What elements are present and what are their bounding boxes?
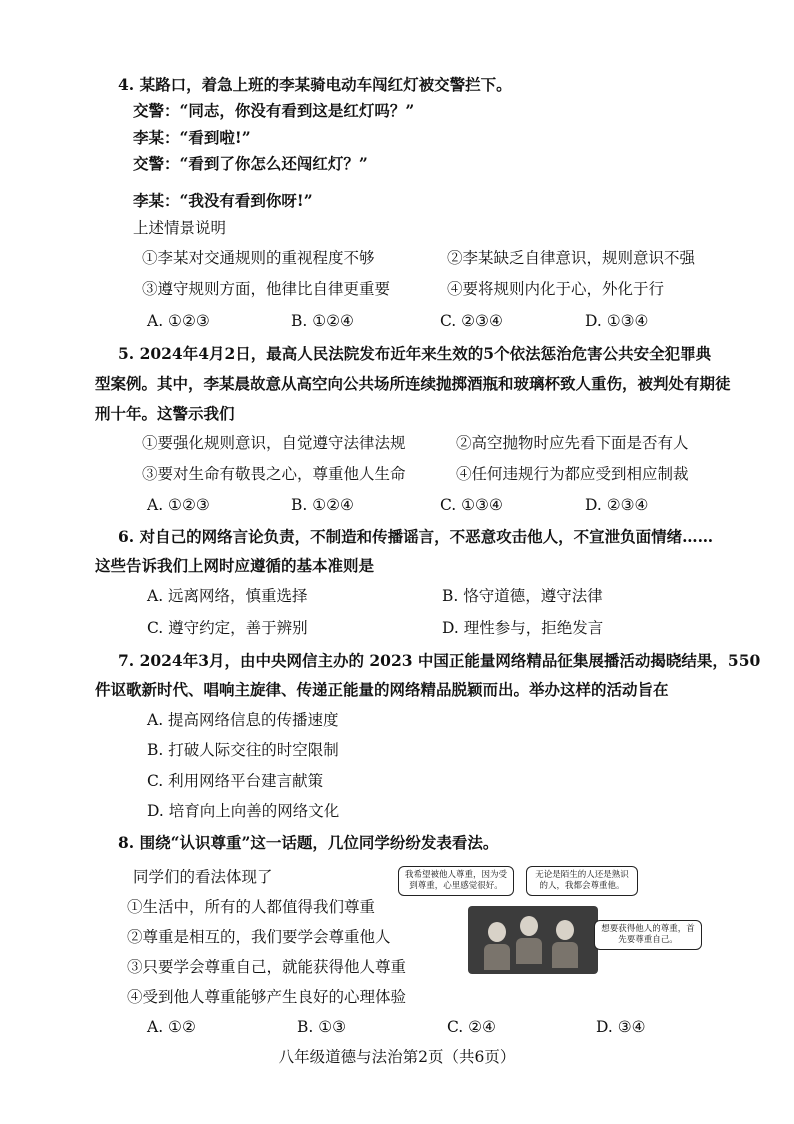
q8-lead: 同学们的看法体现了 xyxy=(133,868,273,886)
students-photo xyxy=(468,906,598,974)
q4-stem: 4. 某路口，着急上班的李某骑电动车闯红灯被交警拦下。 xyxy=(118,75,512,94)
q4-statement-2: ②李某缺乏自律意识，规则意识不强 xyxy=(447,249,696,267)
q8-illustration xyxy=(398,862,704,1012)
q4-dialogue-1: 交警：“同志，你没有看到这是红灯吗？” xyxy=(133,101,415,120)
q8-statement-1: ①生活中，所有的人都值得我们尊重 xyxy=(127,898,376,916)
q5-option-a: A. ①②③ xyxy=(147,496,210,514)
q5-option-b: B. ①②④ xyxy=(291,496,354,514)
q5-option-c: C. ①③④ xyxy=(440,496,503,514)
q5-option-d: D. ②③④ xyxy=(585,496,649,514)
q6-option-a: A. 远离网络，慎重选择 xyxy=(147,587,308,605)
q5-statement-1: ①要强化规则意识，自觉遵守法律法规 xyxy=(142,434,406,452)
q8-stem: 8. 围绕“认识尊重”这一话题，几位同学纷纷发表看法。 xyxy=(118,833,499,852)
q4-dialogue-4: 李某：“我没有看到你呀!” xyxy=(133,191,313,210)
q7-option-b: B. 打破人际交往的时空限制 xyxy=(147,741,339,759)
q8-option-c: C. ②④ xyxy=(447,1018,496,1036)
q7-option-d: D. 培育向上向善的网络文化 xyxy=(147,802,340,820)
q7-option-a: A. 提高网络信息的传播速度 xyxy=(147,711,339,729)
q4-dialogue-3: 交警：“看到了你怎么还闯红灯？” xyxy=(133,154,368,173)
q4-lead: 上述情景说明 xyxy=(133,219,227,237)
speech-bubble-1: 我希望被他人尊重，因为受到尊重，心里感觉很好。 xyxy=(398,866,514,896)
q6-line-2: 这些告诉我们上网时应遵循的基本准则是 xyxy=(95,556,375,575)
q5-line-3: 刑十年。这警示我们 xyxy=(95,404,235,423)
student-head xyxy=(488,922,506,942)
q8-statement-4: ④受到他人尊重能够产生良好的心理体验 xyxy=(127,988,407,1006)
student-head xyxy=(520,916,538,936)
q6-line-1: 6. 对自己的网络言论负责，不制造和传播谣言，不恶意攻击他人，不宣泄负面情绪…… xyxy=(118,527,714,546)
q8-statement-3: ③只要学会尊重自己，就能获得他人尊重 xyxy=(127,958,407,976)
q4-statement-4: ④要将规则内化于心，外化于行 xyxy=(447,280,665,298)
q4-option-b: B. ①②④ xyxy=(291,312,354,330)
student-head xyxy=(556,920,574,940)
q5-line-1: 5. 2024年4月2日，最高人民法院发布近年来生效的5个依法惩治危害公共安全犯罪典 xyxy=(118,344,712,363)
q8-option-a: A. ①② xyxy=(147,1018,196,1036)
q6-option-b: B. 恪守道德，遵守法律 xyxy=(442,587,603,605)
q8-option-d: D. ③④ xyxy=(596,1018,646,1036)
q6-option-d: D. 理性参与，拒绝发言 xyxy=(442,619,604,637)
q6-option-c: C. 遵守约定，善于辨别 xyxy=(147,619,308,637)
q4-option-a: A. ①②③ xyxy=(147,312,210,330)
q4-option-c: C. ②③④ xyxy=(440,312,503,330)
q4-statement-3: ③遵守规则方面，他律比自律更重要 xyxy=(142,280,391,298)
q4-option-d: D. ①③④ xyxy=(585,312,649,330)
q5-statement-3: ③要对生命有敬畏之心，尊重他人生命 xyxy=(142,465,406,483)
q5-statement-4: ④任何违规行为都应受到相应制裁 xyxy=(456,465,689,483)
q7-option-c: C. 利用网络平台建言献策 xyxy=(147,772,324,790)
q4-statement-1: ①李某对交通规则的重视程度不够 xyxy=(142,249,375,267)
q7-line-1: 7. 2024年3月，由中央网信主办的 2023 中国正能量网络精品征集展播活动揭晓结果，550 xyxy=(118,651,761,670)
page-footer: 八年级道德与法治第2页（共6页） xyxy=(278,1048,516,1066)
q8-option-b: B. ①③ xyxy=(297,1018,347,1036)
speech-bubble-2: 无论是陌生的人还是熟识的人，我都会尊重他。 xyxy=(526,866,638,896)
q4-dialogue-2: 李某：“看到啦!” xyxy=(133,128,251,147)
q7-line-2: 件讴歌新时代、唱响主旋律、传递正能量的网络精品脱颖而出。举办这样的活动旨在 xyxy=(95,680,669,699)
q5-statement-2: ②高空抛物时应先看下面是否有人 xyxy=(456,434,689,452)
student-body xyxy=(552,942,578,968)
q5-line-2: 型案例。其中，李某晨故意从高空向公共场所连续抛掷酒瓶和玻璃杯致人重伤，被判处有期徒 xyxy=(95,374,731,393)
student-body xyxy=(484,944,510,970)
speech-bubble-3: 想要获得他人的尊重，首先要尊重自己。 xyxy=(594,920,702,950)
student-body xyxy=(516,938,542,964)
q8-statement-2: ②尊重是相互的，我们要学会尊重他人 xyxy=(127,928,391,946)
